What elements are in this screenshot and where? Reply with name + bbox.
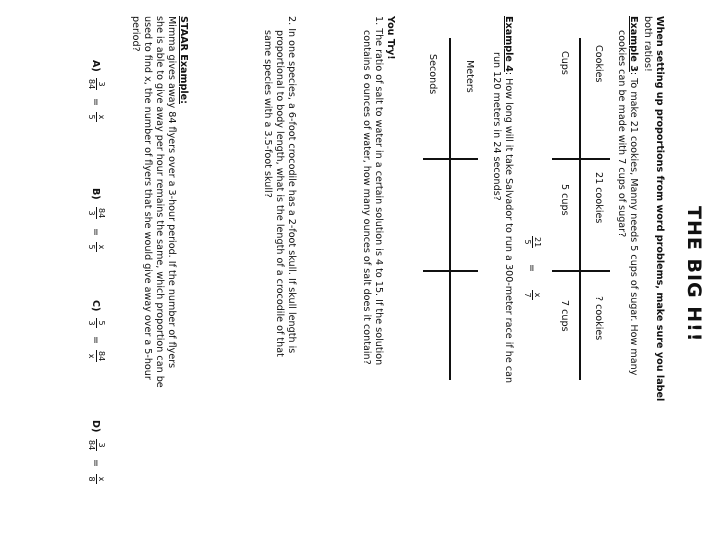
option-c-f1-num: 5	[97, 320, 106, 326]
example3-label: Example 3	[628, 16, 639, 72]
option-a-f2-num: x	[97, 114, 106, 120]
option-c-equals: =	[90, 336, 101, 345]
ex3-fraction-left	[523, 236, 542, 248]
option-a-label: A)	[90, 60, 101, 72]
ex4-row-seconds: Seconds	[427, 54, 438, 95]
option-a-f1-den: 84	[87, 79, 96, 90]
option-a-fraction-2	[87, 112, 106, 122]
ex3-table-hline	[580, 38, 582, 380]
ex3-table-vline-2	[552, 270, 610, 272]
option-d-label: D)	[90, 420, 101, 433]
option-b-fraction-1	[87, 207, 106, 219]
example4-line-1: : How long will it take Salvador to run a 300-meter race if he can	[503, 71, 514, 384]
ex3-cell-21-cookies: 21 cookies	[593, 172, 604, 224]
you-try-q2-line-3: same species with a 3.5-foot skull?	[262, 30, 273, 198]
ex3-right-denominator: 7	[523, 292, 532, 298]
ex3-cell-5-cups: 5 cups	[559, 184, 570, 216]
you-try-label: You Try!	[385, 16, 396, 60]
page-title: THE BIG H!!	[683, 206, 705, 343]
ex4-table-hline	[450, 38, 452, 380]
ex3-cell-7-cups: 7 cups	[559, 300, 570, 332]
ex3-left-numerator: 21	[533, 237, 542, 248]
option-c-fraction-2	[87, 350, 106, 362]
option-a-f1-num: 3	[97, 81, 106, 87]
example3-text	[627, 16, 639, 375]
option-b-f1-den: 3	[87, 210, 96, 216]
option-a-fraction-1	[87, 78, 106, 90]
example4-label: Example 4	[503, 16, 514, 72]
you-try-q2-line-1: 2. In one species, a 6-foot crocodile has a 2-foot skull. If skull length is	[286, 16, 297, 354]
option-b-fraction-2	[87, 242, 106, 252]
option-d-equals: =	[90, 459, 101, 468]
option-b-equals: =	[90, 228, 101, 237]
option-b-f1-num: 84	[97, 208, 106, 219]
ex4-row-meters: Meters	[464, 60, 475, 93]
ex4-table-vline-2	[423, 270, 478, 272]
staar-line-4: period?	[130, 16, 141, 52]
you-try-q2-line-2: proportional to body length, what is the length of a crocodile of that	[274, 30, 285, 357]
staar-line-2: she is able to give away per hour remains the same, which proportion can be	[154, 16, 165, 388]
ex3-row-cups: Cups	[559, 51, 570, 75]
you-try-q1-line-2: contains 6 ounces of water, how many ounces of salt does it contain?	[361, 30, 372, 365]
ex3-fraction-right	[523, 290, 542, 300]
ex3-left-denominator: 5	[523, 239, 532, 245]
option-c-f1-den: 3	[87, 320, 96, 326]
staar-label: STAAR Example:	[178, 16, 189, 104]
ex3-equals-sign: =	[526, 264, 537, 273]
example4-line-2: run 120 meters in 24 seconds?	[491, 52, 502, 201]
option-c-f2-num: 84	[97, 351, 106, 362]
option-b-f2-den: 5	[87, 244, 96, 250]
option-c-label: C)	[90, 300, 101, 312]
ex3-table-vline-1	[552, 158, 610, 160]
ex3-cell-unknown-cookies: ? cookies	[593, 296, 604, 341]
option-a-f2-den: 5	[87, 114, 96, 120]
option-d-f1-den: 84	[87, 440, 96, 451]
option-c-fraction-1	[87, 318, 106, 328]
option-d-f2-den: 8	[87, 476, 96, 482]
example3-line-1: : To make 21 cookies, Manny needs 5 cups of sugar. How many	[628, 71, 639, 376]
option-b-label: B)	[90, 188, 101, 200]
intro-line-1: When setting up proportions from word problems, make sure you label	[654, 16, 665, 402]
you-try-q1-line-1: 1. The ratio of salt to water in a certain solution is 4 to 15. If the solution	[373, 16, 384, 366]
example4-text	[502, 16, 514, 383]
option-d-f1-num: 3	[97, 442, 106, 448]
staar-line-3: used to find x, the number of flyers that she would give away over a 5-hour	[142, 16, 153, 380]
example3-line-2: cookies can be made with 7 cups of sugar?	[616, 30, 627, 238]
option-b-f2-num: x	[97, 244, 106, 250]
ex3-right-numerator: x	[533, 292, 542, 298]
option-c-f2-den: x	[87, 353, 96, 359]
ex3-row-cookies: Cookies	[593, 45, 604, 83]
option-d-f2-num: x	[97, 476, 106, 482]
intro-line-2: both ratios!	[642, 16, 653, 72]
option-d-fraction-2	[87, 474, 106, 484]
staar-line-1: Mimma gives away 84 flyers over a 3-hour period. If the number of flyers	[166, 16, 177, 369]
option-a-equals: =	[90, 98, 101, 107]
option-d-fraction-1	[87, 439, 106, 451]
ex4-table-vline-1	[423, 158, 478, 160]
